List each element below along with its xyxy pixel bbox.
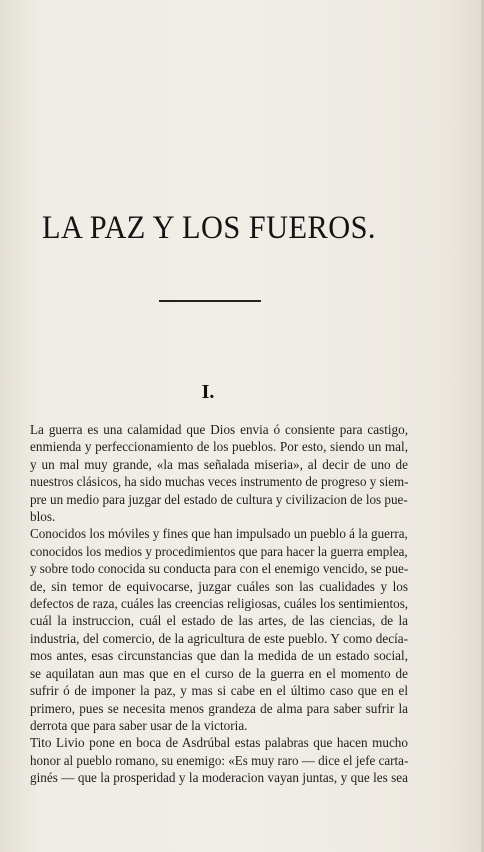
section-number: I.: [201, 381, 215, 403]
text-line: ginés — que la prosperidad y la moderacion vayan juntas, y que les sea: [30, 770, 408, 786]
text-line: pre un medio para juzgar del estado de cultura y civilizacion de los pue-: [30, 491, 408, 507]
text-line: cuál la instruccion, cuál el estado de las artes, de las ciencias, de la: [30, 613, 408, 629]
paragraph-3: [30, 734, 408, 786]
text-line: Conocidos los móviles y fines que han impulsado un pueblo á la guerra,: [30, 526, 408, 542]
paragraph-2: [30, 525, 408, 734]
text-line: de, sin temor de equivocarse, juzgar cuáles son las cualidades y los: [30, 578, 408, 594]
text-line: nuestros clásicos, ha sido muchas veces instrumento de progreso y siem-: [30, 474, 409, 490]
text-line: sufrir ó de imponer la paz, y mas si cabe en el último caso que en el: [30, 683, 408, 699]
text-line: defectos de raza, cuáles las creencias religiosas, cuáles los sentimientos,: [30, 596, 409, 612]
text-line: Tito Livio pone en boca de Asdrúbal estas palabras que hacen mucho: [30, 735, 408, 751]
title-divider: [159, 300, 261, 302]
text-line: derrota que para saber usar de la victoria.: [30, 717, 248, 733]
body-text: [30, 421, 408, 787]
text-line: industria, del comercio, de la agricultura de este pueblo. Y como decía-: [30, 630, 408, 646]
text-line: primero, pues se necesita menos grandeza de alma para saber sufrir la: [30, 700, 408, 716]
text-line: se aquilatan aun mas que en el curso de la guerra en el momento de: [30, 665, 408, 681]
text-line: honor al pueblo romano, su enemigo: «Es muy raro — dice el jefe carta-: [30, 752, 409, 768]
paragraph-1: [30, 421, 408, 525]
text-line: conocidos los medios y procedimientos que para hacer la guerra emplea,: [30, 543, 408, 559]
text-line: y sobre todo conocida su conducta para con el enemigo vencido, se pue-: [30, 561, 409, 577]
text-line: La guerra es una calamidad que Dios envia ó consiente para castigo,: [30, 422, 408, 437]
text-line: y un mal muy grande, «la mas señalada miseria», al decir de uno de: [30, 456, 408, 472]
text-line: enmienda y perfeccionamiento de los pueblos. Por esto, siendo un mal,: [30, 439, 408, 455]
text-line: blos.: [30, 509, 56, 525]
text-line: mos antes, esas circunstancias que dan la medida de un estado social,: [30, 648, 408, 664]
document-title: LA PAZ Y LOS FUEROS.: [42, 210, 376, 246]
